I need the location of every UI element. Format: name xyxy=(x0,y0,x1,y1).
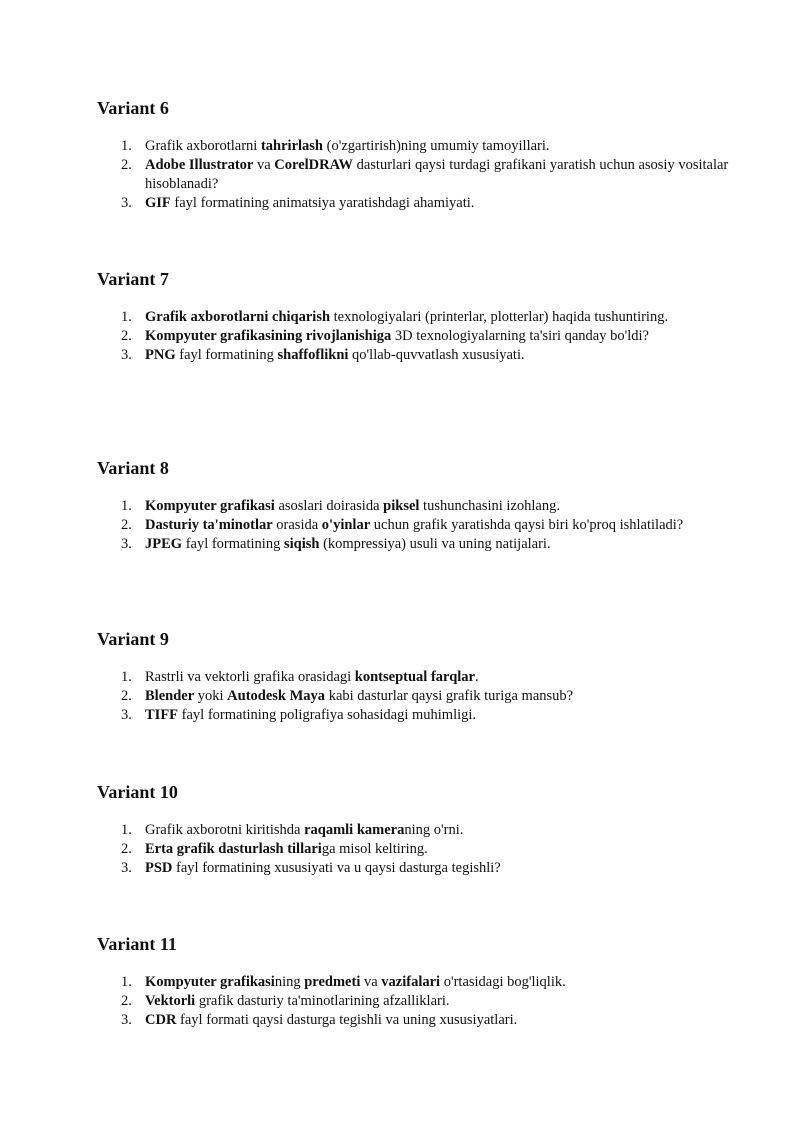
bold-term: Dasturiy ta'minotlar xyxy=(145,517,273,533)
bold-term: Erta grafik dasturlash tillari xyxy=(145,841,322,857)
text-run: (kompressiya) usuli va uning natijalari. xyxy=(319,536,551,552)
bold-term: CorelDRAW xyxy=(274,157,353,173)
question-text xyxy=(145,1012,517,1028)
bold-term: Kompyuter grafikasi xyxy=(145,974,275,990)
question-list xyxy=(97,668,737,725)
question-number: 3. xyxy=(121,195,132,211)
variant-heading: Variant 10 xyxy=(97,782,178,802)
question-item xyxy=(97,821,737,840)
text-run: yoki xyxy=(194,688,228,704)
question-item xyxy=(97,346,737,365)
question-number: 2. xyxy=(121,841,132,857)
question-number: 3. xyxy=(121,707,132,723)
variant-section xyxy=(97,933,737,1030)
bold-term: kontseptual farqlar xyxy=(354,669,475,685)
variant-section xyxy=(97,268,737,365)
bold-term: Grafik axborotlarni chiqarish xyxy=(145,309,331,325)
text-run: asoslari doirasida xyxy=(274,498,384,514)
question-item xyxy=(97,973,737,992)
text-run: texnologiyalari (printerlar, plotterlar) haqida tushuntiring. xyxy=(330,309,669,325)
text-run: fayl formatining animatsiya yaratishdagi ahamiyati. xyxy=(170,195,475,211)
bold-term: raqamli kamera xyxy=(304,822,405,838)
question-text xyxy=(145,707,476,723)
text-run: kabi dasturlar qaysi grafik turiga mansub? xyxy=(325,688,574,704)
bold-term: piksel xyxy=(383,498,420,514)
text-run: Rastrli va vektorli grafika orasidagi xyxy=(145,669,355,685)
text-run: fayl formati qaysi dasturga tegishli va uning xususiyatlari. xyxy=(176,1012,518,1028)
question-number: 1. xyxy=(121,138,132,154)
question-text xyxy=(145,328,649,344)
question-item xyxy=(97,137,737,156)
question-text xyxy=(145,822,463,838)
question-number: 2. xyxy=(121,688,132,704)
question-number: 2. xyxy=(121,993,132,1009)
text-run: grafik dasturiy ta'minotlarining afzalliklari. xyxy=(195,993,450,1009)
text-run: uchun grafik yaratishda qaysi biri ko'proq ishlatiladi? xyxy=(370,517,684,533)
question-number: 2. xyxy=(121,328,132,344)
question-number: 3. xyxy=(121,860,132,876)
question-text xyxy=(145,309,668,325)
question-item xyxy=(97,992,737,1011)
text-run: ning o'rni. xyxy=(404,822,464,838)
variant-section xyxy=(97,97,737,213)
variant-heading: Variant 7 xyxy=(97,269,169,289)
bold-term: siqish xyxy=(283,536,320,552)
text-run: Grafik axborotni kiritishda xyxy=(145,822,305,838)
question-list xyxy=(97,137,737,213)
variant-heading: Variant 6 xyxy=(97,98,169,118)
question-item xyxy=(97,327,737,346)
question-number: 1. xyxy=(121,974,132,990)
bold-term: Kompyuter grafikasining rivojlanishiga xyxy=(145,328,392,344)
bold-term: Kompyuter grafikasi xyxy=(145,498,275,514)
bold-term: PSD xyxy=(145,860,173,876)
question-text xyxy=(145,157,728,192)
text-run: o'rtasidagi bog'liqlik. xyxy=(440,974,566,990)
question-text xyxy=(145,517,683,533)
bold-term: tahrirlash xyxy=(260,138,323,154)
text-run: tushunchasini izohlang. xyxy=(419,498,560,514)
text-run: va xyxy=(253,157,275,173)
text-run: fayl formatining xyxy=(175,347,278,363)
bold-term: shaffoflikni xyxy=(277,347,349,363)
text-run: dasturlari qaysi turdagi grafikani yaratish uchun asosiy vositalar hisoblanadi? xyxy=(145,157,729,192)
question-text xyxy=(145,841,428,857)
question-item xyxy=(97,859,737,878)
text-run: orasida xyxy=(272,517,322,533)
question-list xyxy=(97,973,737,1030)
text-run: (o'zgartirish)ning umumiy tamoyillari. xyxy=(323,138,550,154)
question-item xyxy=(97,1011,737,1030)
question-item xyxy=(97,497,737,516)
question-text xyxy=(145,138,550,154)
bold-term: PNG xyxy=(145,347,176,363)
bold-term: Blender xyxy=(145,688,195,704)
question-item xyxy=(97,535,737,554)
bold-term: JPEG xyxy=(145,536,183,552)
bold-term: GIF xyxy=(145,195,171,211)
question-list xyxy=(97,497,737,554)
variant-section xyxy=(97,457,737,554)
question-number: 1. xyxy=(121,822,132,838)
variant-heading: Variant 8 xyxy=(97,458,169,478)
question-text xyxy=(145,688,573,704)
text-run: qo'llab-quvvatlash xususiyati. xyxy=(348,347,525,363)
text-run: va xyxy=(360,974,382,990)
text-run: 3D texnologiyalarning ta'siri qanday bo'ldi? xyxy=(391,328,649,344)
variant-section xyxy=(97,628,737,725)
question-item xyxy=(97,516,737,535)
question-number: 1. xyxy=(121,309,132,325)
question-text xyxy=(145,347,525,363)
question-number: 1. xyxy=(121,669,132,685)
text-run: . xyxy=(474,669,479,685)
question-number: 1. xyxy=(121,498,132,514)
bold-term: Adobe Illustrator xyxy=(145,157,254,173)
question-number: 3. xyxy=(121,536,132,552)
question-list xyxy=(97,821,737,878)
question-item xyxy=(97,706,737,725)
bold-term: Vektorli xyxy=(145,993,196,1009)
variant-heading: Variant 9 xyxy=(97,629,169,649)
question-item xyxy=(97,668,737,687)
bold-term: TIFF xyxy=(145,707,179,723)
question-text xyxy=(145,993,450,1009)
bold-term: Autodesk Maya xyxy=(227,688,326,704)
text-run: fayl formatining xususiyati va u qaysi dasturga tegishli? xyxy=(172,860,501,876)
question-number: 3. xyxy=(121,1012,132,1028)
question-item xyxy=(97,308,737,327)
text-run: ga misol keltiring. xyxy=(321,841,428,857)
question-item xyxy=(97,840,737,859)
question-text xyxy=(145,195,474,211)
question-item xyxy=(97,156,737,194)
text-run: fayl formatining xyxy=(182,536,284,552)
bold-term: predmeti xyxy=(304,974,361,990)
text-run: ning xyxy=(274,974,305,990)
question-list xyxy=(97,308,737,365)
question-item xyxy=(97,194,737,213)
bold-term: o'yinlar xyxy=(321,517,371,533)
question-number: 2. xyxy=(121,157,132,173)
bold-term: CDR xyxy=(145,1012,177,1028)
question-text xyxy=(145,536,551,552)
question-number: 2. xyxy=(121,517,132,533)
variant-section xyxy=(97,781,737,878)
question-number: 3. xyxy=(121,347,132,363)
question-text xyxy=(145,669,479,685)
question-item xyxy=(97,687,737,706)
text-run: fayl formatining poligrafiya sohasidagi muhimligi. xyxy=(178,707,477,723)
bold-term: vazifalari xyxy=(381,974,441,990)
variant-heading: Variant 11 xyxy=(97,934,177,954)
question-text xyxy=(145,974,566,990)
question-text xyxy=(145,498,560,514)
question-text xyxy=(145,860,501,876)
text-run: Grafik axborotlarni xyxy=(145,138,261,154)
